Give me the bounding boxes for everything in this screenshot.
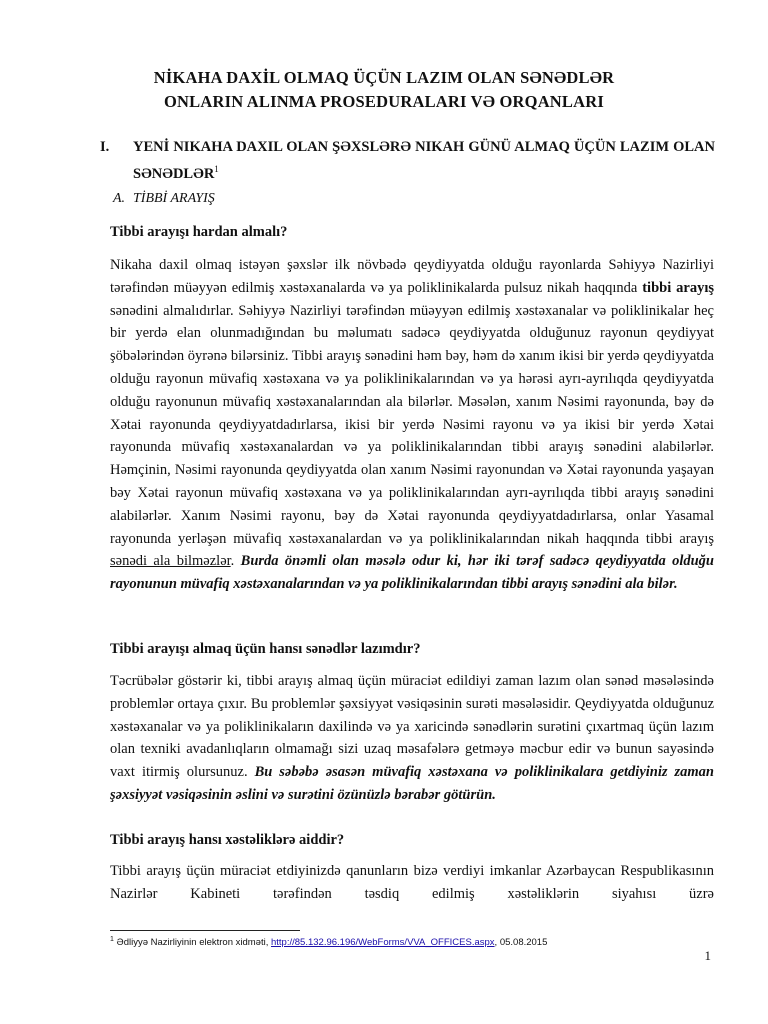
paragraph-1-part-2: sənədini almalıdırlar. Səhiyyə Nazirliyi tərəfindən müəyyən edilmiş xəstəxanalar və poliklinikalar heç bir yerdə elan olunmadığından bu məlumatı sadəcə qeydiyyatda olduğunuz rayonun qeydiyyat şöbələrindən öyrənə bilərsiniz. Tibbi arayış sənədini həm bəy, həm də xanım ikisi bir yerdə qeydiyyatda olduğu rayonun müvafiq xəstəxana və ya poliklinikalarından və ya hərəsi ayrı-ayrılıqda qeydiyyatda olduğu rayonunun müvafiq xəstəxanalarından ala bilərlər. Məsələn, xanım Nəsimi rayonunda, bəy də Xətai rayonunda qeydiyyatdadırlarsa, ikisi bir yerdə Nəsimi rayonu və ya ikisi bir yerdə Xətai rayonunda müvafiq xəstəxanalardan və ya poliklinikalarından tibbi arayış sənədini alabilərlər. Həmçinin, Nəsimi rayonunda qeydiyyatda olan xanım Nəsimi rayonundan və Xətai rayonunda yaşayan bəy Xətai rayonun müvafiq xəstəxana və ya poliklinikalarından ayrı-ayrılıqda tibbi arayış sənədini alabilərlər. Xanım Nəsimi rayonu, bəy də Xətai rayonunda qeydiyyatdadırlarsa, onlar Yasamal rayonunda yerləşən müvafiq xəstəxanalardan və ya poliklinikalarından nikah haqqında tibbi arayış [110, 302, 714, 547]
footnote-reference[interactable]: 1 [214, 164, 219, 174]
section-heading-label: YENİ NIKAHA DAXIL OLAN ŞƏXSLƏRƏ NIKAH GÜNÜ ALMAQ ÜÇÜN LAZIM OLAN SƏNƏDLƏR [133, 139, 715, 182]
footnote-text: Ədliyyə Nazirliyinin elektron xidməti, [113, 937, 271, 949]
page-number: 1 [704, 948, 711, 963]
question-heading-1: Tibbi arayışı hardan almalı? [110, 224, 288, 240]
footnote [110, 936, 547, 948]
paragraph-3: Tibbi arayış üçün müraciət etdiyinizdə qanunların bizə verdiyi imkanlar Azərbaycan Respublikasının Nazirlər Kabineti tərəfindən təsdiq edilmiş xəstəliklərin siyahısı üzrə [110, 863, 714, 902]
paragraph-1-part-1: Nikaha daxil olmaq istəyən şəxslər ilk növbədə qeydiyyatda olduğu rayonlarda Səhiyyə Nazirliyi tərəfindən müəyyən edilmiş xəstəxanalarda və ya poliklinikalarda pulsuz nikah haqqında [110, 257, 714, 296]
footnote-link[interactable]: http://85.132.96.196/WebForms/VVA_OFFICES.aspx [271, 937, 495, 949]
section-heading-text [133, 136, 715, 185]
document-title-line-1: NİKAHA DAXİL OLMAQ ÜÇÜN LAZIM OLAN SƏNƏDLƏR [153, 68, 615, 87]
section-number: I. [100, 139, 110, 155]
footnote-divider [110, 930, 300, 931]
paragraph-1-emphasis: Burda önəmli olan məsələ odur ki, hər iki tərəf sadəcə qeydiyyatda olduğu rayonunun müvafiq xəstəxanalarından və ya poliklinikalarından tibbi arayış sənədini ala bilər. [110, 553, 714, 593]
paragraph-2-emphasis: Bu səbəbə əsasən müvafiq xəstəxana və poliklinikalara getdiyiniz zaman şəxsiyyət vəsiqəsinin əslini və surətini özünüzlə bərabər götürün. [110, 764, 714, 803]
paragraph-1 [110, 254, 714, 596]
section-heading [100, 136, 715, 185]
subsection-title: TİBBİ ARAYIŞ [133, 191, 215, 206]
subsection-heading [113, 191, 215, 207]
footnote-number: 1 [110, 936, 114, 943]
paragraph-1-underline: sənədi ala bilməzlər [110, 553, 231, 570]
paragraph-1-bold: tibbi arayış [642, 279, 714, 296]
paragraph-1-part-3: . [230, 553, 241, 570]
footnote-date: , 05.08.2015 [494, 937, 548, 949]
document-title-line-2: ONLARIN ALINMA PROSEDURALARI VƏ ORQANLARI [164, 92, 604, 111]
paragraph-2-part-1: Təcrübələr göstərir ki, tibbi arayış almaq üçün müraciət edildiyi zaman lazım olan sənəd məsələsində problemlər ortaya çıxır. Bu problemlər şəxsiyyət vəsiqəsinin surəti məsələsidir. Qeydiyyatda olduğunuz xəstəxanalar və ya poliklinikaların daxilində və ya xaricində sənədlərin surətini çıxartmaq üçün lazım olan texniki avadanlıqların olmamağı sizi uzaq məsafələrə getməyə məcbur edir və bunun sayəsində vaxt itirmiş olursunuz. [110, 673, 714, 781]
paragraph-2 [110, 670, 714, 807]
subsection-letter: A. [113, 191, 126, 206]
question-heading-2: Tibbi arayışı almaq üçün hansı sənədlər lazımdır? [110, 641, 421, 657]
question-heading-3: Tibbi arayış hansı xəstəliklərə aiddir? [110, 832, 345, 848]
